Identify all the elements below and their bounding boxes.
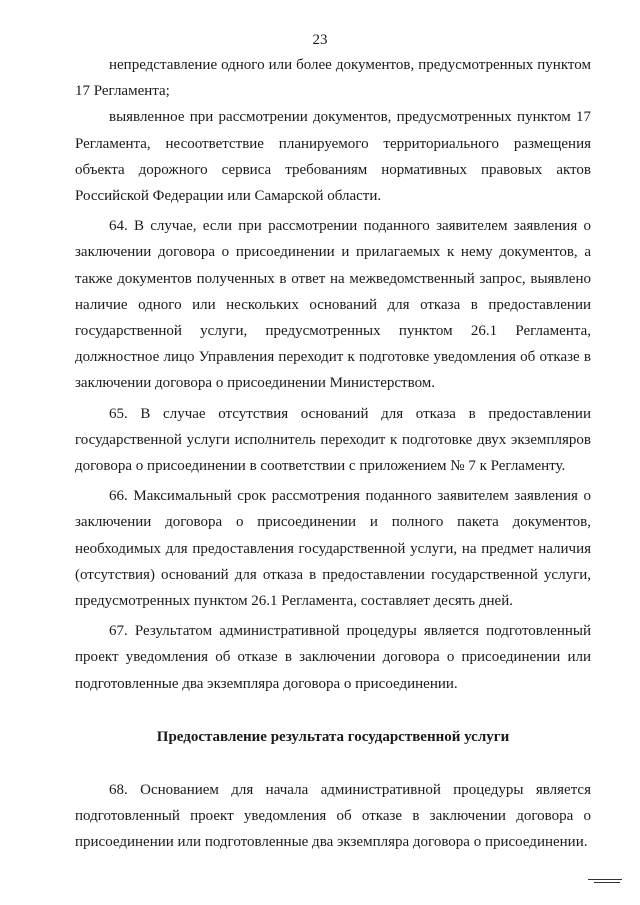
paragraph-65: 65. В случае отсутствия оснований для отказа в предоставлении государственной услуги исполнитель переходит к подготовке двух экземпляров договора о присоединении в соответствии с приложением № 7 к Регламенту. — [75, 405, 591, 475]
paragraph-66: 66. Максимальный срок рассмотрения поданного заявителем заявления о заключении договора о присоединении и полного пакета документов, необходимых для предоставления государственной услуги, на предмет наличия (отсутствия) оснований для отказа в предоставлении государственной услуги, предусмотренных пунктом 26.1 Регламента, составляет десять дней. — [75, 488, 591, 610]
section-heading: Предоставление результата государственной услуги — [156, 728, 510, 745]
document-body — [75, 52, 591, 855]
footer-mark — [588, 877, 622, 885]
paragraph-68: 68. Основанием для начала административной процедуры является подготовленный проект уведомления об отказе в заключении договора о присоединении или подготовленные два экземпляра договора о присоединении. — [75, 781, 591, 851]
paragraph-67: 67. Результатом административной процедуры является подготовленный проект уведомления об отказе в заключении договора о присоединении или подготовленные два экземпляра договора о присоединении. — [75, 623, 591, 692]
paragraph-64: 64. В случае, если при рассмотрении поданного заявителем заявления о заключении договора о присоединении и прилагаемых к нему документов, а также документов полученных в ответ на межведомственный запрос, выявлено наличие одного или нескольких оснований для отказа в предоставлении государственной услуги, предусмотренных пунктом 26.1 Регламента, должностное лицо Управления переходит к подготовке уведомления об отказе в заключении договора о присоединении Министерством. — [75, 218, 591, 392]
page-number: 23 — [312, 32, 328, 48]
paragraph-item-1: непредставление одного или более документов, предусмотренных пунктом 17 Регламента; — [75, 57, 591, 100]
paragraph-item-2: выявленное при рассмотрении документов, предусмотренных пунктом 17 Регламента, несоответствие планируемого территориального размещения объекта дорожного сервиса требованиям нормативных правовых актов Российской Федерации или Самарской области. — [75, 109, 591, 205]
